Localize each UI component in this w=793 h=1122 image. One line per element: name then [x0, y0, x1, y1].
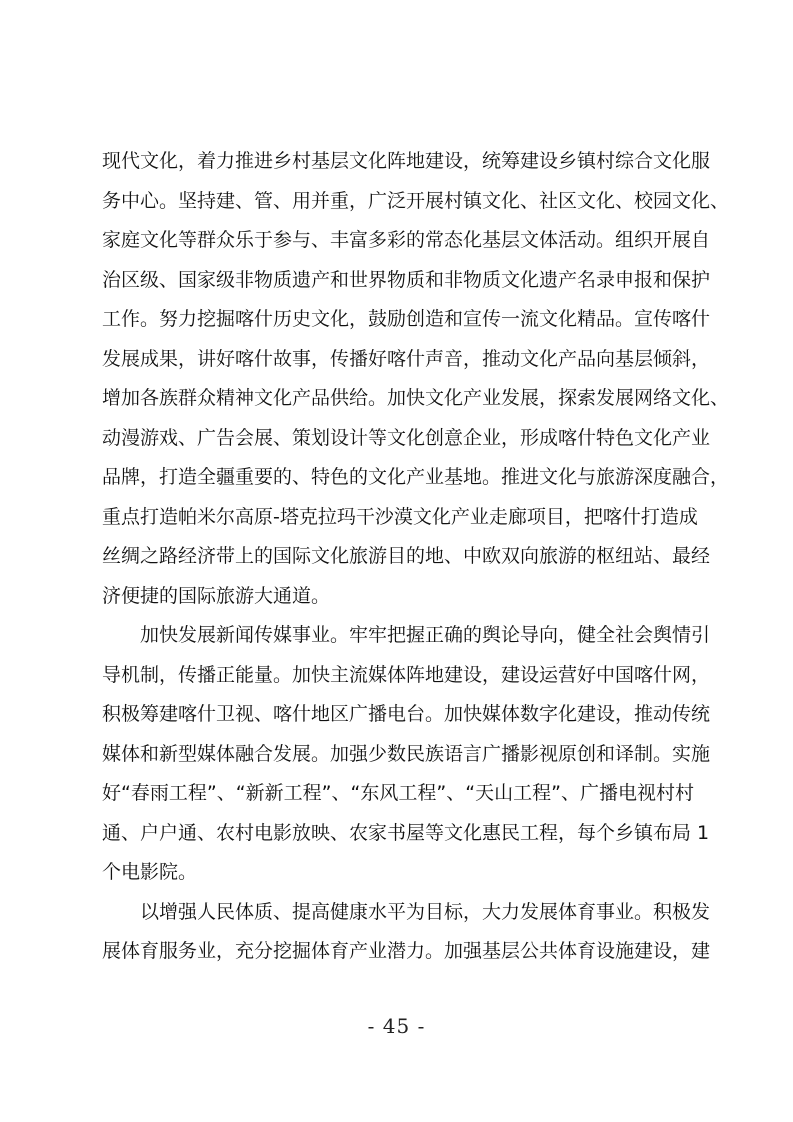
text-line: 动漫游戏、广告会展、策划设计等文化创意企业，形成喀什特色文化产业 [102, 426, 711, 449]
page-number: - 45 - [367, 1014, 426, 1038]
text-line: 济便捷的国际旅游大通道。 [102, 584, 331, 607]
paragraph-culture [102, 142, 730, 616]
document-body [102, 142, 730, 972]
text-line: 媒体和新型媒体融合发展。加强少数民族语言广播影视原创和译制。实施 [102, 742, 711, 765]
text-line: 治区级、国家级非物质遗产和世界物质和非物质文化遗产名录申报和保护 [102, 268, 711, 291]
text-line: 好“春雨工程”、“新新工程”、“东风工程”、“天山工程”、广播电视村村 [102, 782, 694, 804]
text-line: 通、户户通、农村电影放映、农家书屋等文化惠民工程，每个乡镇布局 1 [102, 821, 710, 844]
text-line: 品牌，打造全疆重要的、特色的文化产业基地。推进文化与旅游深度融合， [102, 466, 730, 488]
text-line: 家庭文化等群众乐于参与、丰富多彩的常态化基层文体活动。组织开展自 [102, 229, 711, 251]
text-line: 发展成果，讲好喀什故事，传播好喀什声音，推动文化产品向基层倾斜， [102, 347, 711, 370]
text-line: 个电影院。 [102, 861, 198, 883]
text-line: 丝绸之路经济带上的国际文化旅游目的地、中欧双向旅游的枢纽站、最经 [102, 545, 711, 567]
text-line: 务中心。坚持建、管、用并重，广泛开展村镇文化、社区文化、校园文化、 [102, 189, 730, 212]
paragraph-news-media [102, 616, 711, 893]
text-line: 加快发展新闻传媒事业。牢牢把握正确的舆论导向，健全社会舆情引 [140, 624, 711, 646]
text-line: 工作。努力挖掘喀什历史文化，鼓励创造和宣传一流文化精品。宣传喀什 [102, 308, 711, 330]
text-line: 以增强人民体质、提高健康水平为目标，大力发展体育事业。积极发 [140, 900, 711, 923]
text-line: 导机制，传播正能量。加快主流媒体阵地建设，建设运营好中国喀什网， [102, 663, 711, 686]
text-line: 积极筹建喀什卫视、喀什地区广播电台。加快媒体数字化建设，推动传统 [102, 703, 711, 725]
text-line: 现代文化，着力推进乡村基层文化阵地建设，统筹建设乡镇村综合文化服 [102, 150, 711, 172]
text-line: 增加各族群众精神文化产品供给。加快文化产业发展，探索发展网络文化、 [102, 387, 730, 409]
text-line: 重点打造帕米尔高原-塔克拉玛干沙漠文化产业走廊项目，把喀什打造成 [102, 505, 698, 528]
paragraph-sports [102, 893, 711, 972]
text-line: 展体育服务业，充分挖掘体育产业潜力。加强基层公共体育设施建设，建 [102, 940, 711, 962]
